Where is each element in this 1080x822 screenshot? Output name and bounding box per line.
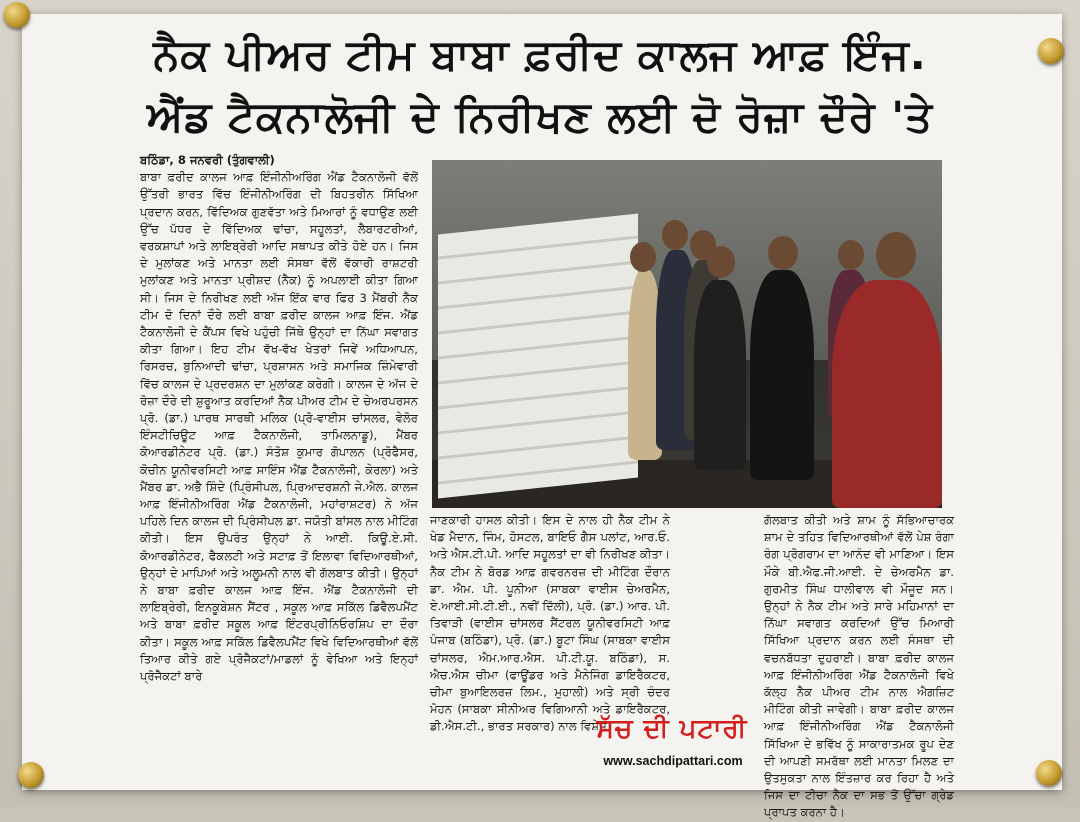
photo-cabinet: [438, 213, 638, 498]
dateline: ਬਠਿੰਡਾ, 8 ਜਨਵਰੀ (ਤੁੰਗਵਾਲੀ): [140, 153, 275, 167]
news-photo: [432, 160, 942, 508]
pushpin-icon: [1036, 760, 1062, 786]
article-column-right: [764, 512, 954, 820]
headline-line-1: ਨੈਕ ਪੀਅਰ ਟੀਮ ਬਾਬਾ ਫ਼ਰੀਦ ਕਾਲਜ ਆਫ਼ ਇੰਜ.: [153, 30, 927, 79]
photo-person-head: [876, 232, 916, 278]
article-body-middle: ਜਾਣਕਾਰੀ ਹਾਸਲ ਕੀਤੀ। ਇਸ ਦੇ ਨਾਲ ਹੀ ਨੈਕ ਟੀਮ ਨੇ ਖੇਡ ਮੈਦਾਨ, ਜਿੰਮ, ਹੋਸਟਲ, ਬਾਇਓ ਗੈਸ ਪਲਾਂਟ, ਆਰ.ਓ. ਅਤੇ ਐਸ.ਟੀ.ਪੀ. ਆਦਿ ਸਹੂਲਤਾਂ ਦਾ ਵੀ ਨਿਰੀਖਣ ਕੀਤਾ। ਨੈਕ ਟੀਮ ਨੇ ਬੋਰਡ ਆਫ਼ ਗਵਰਨਰਜ਼ ਦੀ ਮੀਟਿੰਗ ਦੌਰਾਨ ਡਾ. ਐਮ. ਪੀ. ਪੂਨੀਆ (ਸਾਬਕਾ ਵਾਈਸ ਚੇਅਰਮੈਨ, ਏ.ਆਈ.ਸੀ.ਟੀ.ਈ., ਨਵੀਂ ਦਿੱਲੀ), ਪ੍ਰੋ. (ਡਾ.) ਆਰ. ਪੀ. ਤਿਵਾੜੀ (ਵਾਈਸ ਚਾਂਸਲਰ ਸੈਂਟਰਲ ਯੂਨੀਵਰਸਿਟੀ ਆਫ਼ ਪੰਜਾਬ (ਬਠਿੰਡਾ), ਪ੍ਰੋ. (ਡਾ.) ਬੂਟਾ ਸਿੰਘ (ਸਾਬਕਾ ਵਾਈਸ ਚਾਂਸਲਰ, ਐਮ.ਆਰ.ਐਸ. ਪੀ.ਟੀ.ਯੂ. ਬਠਿੰਡਾ), ਸ. ਐਚ.ਐਸ ਚੀਮਾ (ਫਾਊਂਡਰ ਅਤੇ ਮੈਨੇਜਿੰਗ ਡਾਇਰੈਕਟਰ, ਚੀਮਾ ਬੁਆਇਲਰਜ਼ ਲਿਮ., ਮੁਹਾਲੀ) ਅਤੇ ਸ੍ਰੀ ਚੰਦਰ ਮੋਹਨ (ਸਾਬਕਾ ਸੀਨੀਅਰ ਵਿਗਿਆਨੀ ਅਤੇ ਡਾਇਰੈਕਟਰ, ਡੀ.ਐਸ.ਟੀ., ਭਾਰਤ ਸਰਕਾਰ) ਨਾਲ ਵਿਸ਼ੇਸ਼: [430, 513, 670, 734]
pushpin-icon: [1038, 38, 1064, 64]
photo-person-head: [838, 240, 864, 270]
publication-logo: ਸੱਚ ਦੀ ਪਟਾਰੀ: [596, 714, 748, 744]
pushpin-icon: [4, 2, 30, 28]
photo-person-head: [707, 246, 735, 278]
photo-person: [832, 280, 942, 508]
photo-person: [750, 270, 814, 480]
headline-line-2: ਐਂਡ ਟੈਕਨਾਲੋਜੀ ਦੇ ਨਿਰੀਖਣ ਲਈ ਦੋ ਰੋਜ਼ਾ ਦੌਰੇ 'ਤੇ: [147, 92, 933, 141]
photo-person-head: [662, 220, 688, 250]
article-column-left: [140, 152, 418, 780]
photo-person-head: [768, 236, 798, 270]
publication-website: www.sachdipattari.com: [603, 754, 743, 768]
photo-person-head: [630, 242, 656, 272]
article-body-left: ਬਾਬਾ ਫ਼ਰੀਦ ਕਾਲਜ ਆਫ਼ ਇੰਜੀਨੀਅਰਿੰਗ ਐਂਡ ਟੈਕਨਾਲੋਜੀ ਵੱਲੋਂ ਉੱਤਰੀ ਭਾਰਤ ਵਿੱਚ ਇੰਜੀਨੀਅਰਿੰਗ ਦੀ ਬਿਹਤਰੀਨ ਸਿੱਖਿਆ ਪ੍ਰਦਾਨ ਕਰਨ, ਵਿੱਦਿਅਕ ਗੁਣਵੱਤਾ ਅਤੇ ਮਿਆਰਾਂ ਨੂੰ ਵਧਾਉਣ ਲਈ ਉੱਚ ਪੱਧਰ ਦੇ ਵਿੱਦਿਅਕ ਢਾਂਚਾ, ਸਹੂਲਤਾਂ, ਲੈਬਾਰਟਰੀਆਂ, ਵਰਕਸ਼ਾਪਾਂ ਅਤੇ ਲਾਇਬ੍ਰੇਰੀ ਆਦਿ ਸਥਾਪਤ ਕੀਤੇ ਹੋਏ ਹਨ। ਜਿਸ ਦੇ ਮੁਲਾਂਕਣ ਅਤੇ ਮਾਨਤਾ ਲਈ ਸੰਸਥਾ ਵੱਲੋਂ ਵੱਕਾਰੀ ਰਾਸ਼ਟਰੀ ਮੁਲਾਂਕਣ ਅਤੇ ਮਾਨਤਾ ਪ੍ਰੀਸ਼ਦ (ਨੈਕ) ਨੂੰ ਅਪਲਾਈ ਕੀਤਾ ਗਿਆ ਸੀ। ਜਿਸ ਦੇ ਨਿਰੀਖਣ ਲਈ ਅੱਜ ਇੱਕ ਵਾਰ ਫਿਰ 3 ਮੈਂਬਰੀ ਨੈਕ ਟੀਮ ਦੋ ਦਿਨਾਂ ਦੌਰੇ ਲਈ ਬਾਬਾ ਫ਼ਰੀਦ ਕਾਲਜ ਆਫ਼ ਇੰਜ. ਐਂਡ ਟੈਕਨਾਲੋਜੀ ਦੇ ਕੈਂਪਸ ਵਿਖੇ ਪਹੁੰਚੀ ਜਿੱਥੇ ਉਨ੍ਹਾਂ ਦਾ ਨਿੱਘਾ ਸਵਾਗਤ ਕੀਤਾ ਗਿਆ। ਇਹ ਟੀਮ ਵੱਖ-ਵੱਖ ਖੇਤਰਾਂ ਜਿਵੇਂ ਅਧਿਆਪਨ, ਰਿਸਰਚ, ਬੁਨਿਆਦੀ ਢਾਂਚਾ, ਪ੍ਰਸ਼ਾਸਨ ਅਤੇ ਸਮਾਜਿਕ ਜ਼ਿੰਮੇਵਾਰੀ ਵਿੱਚ ਕਾਲਜ ਦੇ ਪ੍ਰਦਰਸ਼ਨ ਦਾ ਮੁਲਾਂਕਣ ਕਰੇਗੀ। ਕਾਲਜ ਦੇ ਅੱਜ ਦੇ ਰੋਜ਼ਾ ਦੌਰੇ ਦੀ ਸ਼ੁਰੂਆਤ ਕਰਦਿਆਂ ਨੈਕ ਪੀਅਰ ਟੀਮ ਦੇ ਚੇਅਰਪਰਸਨ ਪ੍ਰੋ. (ਡਾ.) ਪਾਰਥ ਸਾਰਥੀ ਮਲਿਕ (ਪ੍ਰੋ-ਵਾਈਸ ਚਾਂਸਲਰ, ਵੇਲੋਰ ਇੰਸਟੀਚਿਊਟ ਆਫ਼ ਟੈਕਨਾਲੋਜੀ, ਤਾਮਿਲਨਾਡੂ), ਮੈਂਬਰ ਕੋਆਰਡੀਨੇਟਰ ਪ੍ਰੋ. (ਡਾ.) ਸੰਤੋਸ਼ ਕੁਮਾਰ ਗੋਪਾਲਨ (ਪ੍ਰੋਫੈਸਰ, ਕੋਚੀਨ ਯੂਨੀਵਰਸਿਟੀ ਆਫ਼ ਸਾਇੰਸ ਐਂਡ ਟੈਕਨਾਲੋਜੀ, ਕੇਰਲਾ) ਅਤੇ ਮੈਂਬਰ ਡਾ. ਅਭੈ ਸ਼ਿੰਦੇ (ਪ੍ਰਿੰਸੀਪਲ, ਪ੍ਰਿਆਦਰਸ਼ਨੀ ਜੇ.ਐਲ. ਕਾਲਜ ਆਫ਼ ਇੰਜੀਨੀਅਰਿੰਗ ਐਂਡ ਟੈਕਨਾਲੋਜੀ, ਮਹਾਂਰਾਸ਼ਟਰ) ਨੇ ਅੱਜ ਪਹਿਲੇ ਦਿਨ ਕਾਲਜ ਦੀ ਪ੍ਰਿੰਸੀਪਲ ਡਾ. ਜਯੋਤੀ ਬਾਂਸਲ ਨਾਲ ਮੀਟਿੰਗ ਕੀਤੀ। ਇਸ ਉਪਰੰਤ ਉਨ੍ਹਾਂ ਨੇ ਆਈ. ਕਿਊ.ਏ.ਸੀ. ਕੋਆਰਡੀਨੇਟਰ, ਫੈਕਲਟੀ ਅਤੇ ਸਟਾਫ਼ ਤੋਂ ਇਲਾਵਾ ਵਿਦਿਆਰਥੀਆਂ, ਉਨ੍ਹਾਂ ਦੇ ਮਾਪਿਆਂ ਅਤੇ ਅਲੂਮਨੀ ਨਾਲ ਵੀ ਗੱਲਬਾਤ ਕੀਤੀ। ਉਨ੍ਹਾਂ ਨੇ ਬਾਬਾ ਫ਼ਰੀਦ ਕਾਲਜ ਆਫ਼ ਇੰਜ. ਐਂਡ ਟੈਕਨਾਲੋਜੀ ਦੀ ਲਾਇਬ੍ਰੇਰੀ, ਇਨਕੂਬੇਸ਼ਨ ਸੈਂਟਰ , ਸਕੂਲ ਆਫ਼ ਸਕਿੱਲ ਡਿਵੈਲਪਮੈਂਟ ਅਤੇ ਬਾਬਾ ਫ਼ਰੀਦ ਸਕੂਲ ਆਫ਼ ਇੰਟਰਪ੍ਰੀਨਿਓਰਸ਼ਿਪ ਦਾ ਦੌਰਾ ਕੀਤਾ। ਸਕੂਲ ਆਫ਼ ਸਕਿੱਲ ਡਿਵੈਲਪਮੈਂਟ ਵਿਖੇ ਵਿਦਿਆਰਥੀਆਂ ਵੱਲੋਂ ਤਿਆਰ ਕੀਤੇ ਗਏ ਪ੍ਰੋਜੈਕਟਾਂ/ਮਾਡਲਾਂ ਨੂੰ ਵੇਖਿਆ ਅਤੇ ਇਨ੍ਹਾਂ ਪ੍ਰੋਜੈਕਟਾਂ ਬਾਰੇ: [140, 170, 418, 684]
photo-person: [694, 280, 746, 470]
pushpin-icon: [18, 762, 44, 788]
article-body-right: ਗੱਲਬਾਤ ਕੀਤੀ ਅਤੇ ਸ਼ਾਮ ਨੂੰ ਸੱਭਿਆਚਾਰਕ ਸ਼ਾਮ ਦੇ ਤਹਿਤ ਵਿਦਿਆਰਥੀਆਂ ਵੱਲੋਂ ਪੇਸ਼ ਰੰਗਾ ਰੰਗ ਪ੍ਰੋਗਰਾਮ ਦਾ ਆਨੰਦ ਵੀ ਮਾਣਿਆ। ਇਸ ਮੌਕੇ ਬੀ.ਐਫ.ਜੀ.ਆਈ. ਦੇ ਚੇਅਰਮੈਨ ਡਾ. ਗੁਰਮੀਤ ਸਿੰਘ ਧਾਲੀਵਾਲ ਵੀ ਮੌਜੂਦ ਸਨ। ਉਨ੍ਹਾਂ ਨੇ ਨੈਕ ਟੀਮ ਅਤੇ ਸਾਰੇ ਮਹਿਮਾਨਾਂ ਦਾ ਨਿੱਘਾ ਸਵਾਗਤ ਕਰਦਿਆਂ ਉੱਚ ਮਿਆਰੀ ਸਿੱਖਿਆ ਪ੍ਰਦਾਨ ਕਰਨ ਲਈ ਸੰਸਥਾ ਦੀ ਵਚਨਬੱਧਤਾ ਦੁਹਰਾਈ। ਬਾਬਾ ਫ਼ਰੀਦ ਕਾਲਜ ਆਫ਼ ਇੰਜੀਨੀਅਰਿੰਗ ਐਂਡ ਟੈਕਨਾਲੋਜੀ ਵਿਖੇ ਕੱਲ੍ਹ ਨੈਕ ਪੀਅਰ ਟੀਮ ਨਾਲ ਐਗਜ਼ਿਟ ਮੀਟਿੰਗ ਕੀਤੀ ਜਾਵੇਗੀ। ਬਾਬਾ ਫ਼ਰੀਦ ਕਾਲਜ ਆਫ਼ ਇੰਜੀਨੀਅਰਿੰਗ ਐਂਡ ਟੈਕਨਾਲੋਜੀ ਸਿੱਖਿਆ ਦੇ ਭਵਿੱਖ ਨੂੰ ਸਾਕਾਰਾਤਮਕ ਰੂਪ ਦੇਣ ਦੀ ਆਪਣੀ ਸਮਰੱਥਾ ਲਈ ਮਾਨਤਾ ਮਿਲਣ ਦਾ ਉਤਸੁਕਤਾ ਨਾਲ ਇੰਤਜ਼ਾਰ ਕਰ ਰਿਹਾ ਹੈ ਅਤੇ ਜਿਸ ਦਾ ਟੀਚਾ ਨੈਕ ਦਾ ਸਭ ਤੋਂ ਉੱਚਾ ਗ੍ਰੇਡ ਪ੍ਰਾਪਤ ਕਰਨਾ ਹੈ।: [764, 513, 954, 820]
